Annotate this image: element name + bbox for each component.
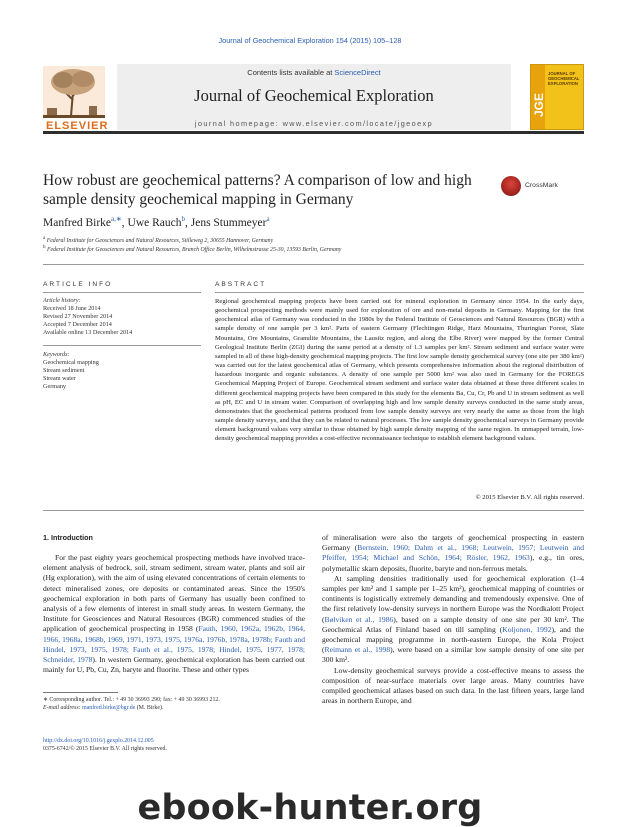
author-name[interactable]: Uwe Rauch <box>127 216 182 229</box>
author-sup[interactable]: a,∗ <box>111 215 122 223</box>
elsevier-tree-logo <box>43 66 105 118</box>
contents-prefix: Contents lists available at <box>247 68 335 77</box>
article-identifiers <box>43 737 167 753</box>
intro-right-column <box>322 533 584 706</box>
author-separator: , <box>184 216 191 229</box>
footnote-divider <box>43 692 118 693</box>
journal-cover-thumbnail <box>530 64 584 130</box>
article-title: How robust are geochemical patterns? A comparison of low and high sample density geochemical mapping in Germany <box>43 172 472 208</box>
intro-left-column <box>43 553 305 675</box>
reference-links[interactable]: Fauth, 1960, 1962a, 1962b, 1964, 1966, 1968a, 1968b, 1969, 1971, 1973, 1975, 1976a, 1976b, 1978a, 1978b; Fauth and Hindel, 1973, 1975, 1978; Fauth et al., 1975, 1978; Hindel, 1975, 1977, 1978; Schneider, 1978 <box>43 624 305 665</box>
copyright-line: © 2015 Elsevier B.V. All rights reserved. <box>475 494 584 501</box>
author-sup[interactable]: b <box>181 215 185 223</box>
affiliation-text: Federal Institute for Geosciences and Natural Resources, Stilleweg 2, 30655 Hannover, Germany <box>46 237 274 244</box>
issn-line: 0375-6742/© 2015 Elsevier B.V. All rights reserved. <box>43 746 167 752</box>
author-name[interactable]: Manfred Birke <box>43 216 112 229</box>
paragraph-text: of mineralisation were also the targets of geochemical prospecting in eastern Germany ( <box>322 533 584 553</box>
email-label: E-mail address: <box>43 705 83 711</box>
watermark: ebook-hunter.org <box>137 788 483 827</box>
doi-link[interactable]: http://dx.doi.org/10.1016/j.gexplo.2014.12.005 <box>43 738 154 744</box>
abstract-divider <box>43 510 584 511</box>
article-info-divider <box>43 345 201 346</box>
keywords <box>43 351 201 391</box>
affiliation-text: Federal Institute for Geosciences and Natural Resources, Branch Office Berlin, Wilhelmstrasse 25-30, 13593 Berlin, Germany <box>46 246 342 253</box>
contents-line <box>117 68 511 77</box>
intro-paragraph <box>322 666 584 707</box>
crossmark-icon <box>501 176 521 196</box>
abstract-heading: ABSTRACT <box>215 281 267 288</box>
keyword-item: Stream water <box>43 375 76 382</box>
paragraph-text: ), based on a sample density of one site per 30 km². The Geochemical Atlas of Finland based on till sampling ( <box>322 614 584 634</box>
keyword-item: Stream sediment <box>43 367 85 374</box>
sciencedirect-link[interactable]: ScienceDirect <box>334 68 381 77</box>
section-heading-introduction: 1. Introduction <box>43 533 93 542</box>
paragraph-text: ), and the geochemical mapping programme in north-eastern Europe, the Kola Project ( <box>322 624 585 655</box>
author-separator: , <box>121 216 128 229</box>
cover-title: JOURNAL OF GEOCHEMICAL EXPLORATION <box>548 71 580 86</box>
author-list <box>43 215 270 229</box>
journal-masthead <box>43 64 584 134</box>
crossmark-badge[interactable] <box>501 176 591 198</box>
history-label: Article history: <box>43 297 81 304</box>
journal-citation[interactable]: Journal of Geochemical Exploration 154 (2015) 105–128 <box>218 36 402 45</box>
keyword-item: Geochemical mapping <box>43 359 99 366</box>
email-link[interactable]: manfred.birke@bgr.de <box>82 705 136 711</box>
history-item: Received 18 June 2014 <box>43 305 101 312</box>
email-tail: (M. Birke). <box>135 705 164 711</box>
affiliation-sup: a <box>43 236 46 241</box>
author-sup[interactable]: a <box>266 215 270 223</box>
article-history <box>43 297 201 337</box>
paragraph-text: At sampling densities traditionally used for geochemical exploration (1–4 samples per km² and 1 sample per 1–25 km²), geochemical mapping of countries or continents is logistically extremely demanding and tremendously expensive. One of the first relatively low-density surveys in northern Europe was the Nordkalott Project ( <box>322 573 584 624</box>
journal-homepage[interactable]: journal homepage: www.elsevier.com/locate/jgeoexp <box>194 119 434 128</box>
elsevier-logo-text: ELSEVIER <box>46 120 109 132</box>
email-line <box>43 704 303 712</box>
keywords-label: Keywords: <box>43 351 70 358</box>
intro-paragraph <box>43 553 305 675</box>
corresponding-author-note <box>43 696 303 712</box>
abstract-text: Regional geochemical mapping projects have been carried out for mineral exploration in Germany since 1954. In the early days, geochemical prospecting methods were mainly used for exploration of ore and non-metal deposits in Germany. Mapping for the first geochemical atlas of Germany was conducted in the 1980s by the Federal Institute of Geosciences and Natural Resources (BGR) with a sample density of one sample per 3 km². Parts of eastern Germany (Flechtingen Ridge, Harz Mountains, Thuringian Forest, Slate Mountains, Ore Mountains, Granulite Mountains, the Lausitz region, and along the Elbe River) were mapped by the former Central Geological Institute Berlin (ZGI) during the same period at a density of 1.3 samples per km². Stream sediment and surface water were sampled in all of these high-density geochemical mapping projects. The first low sample density geochemical survey (one site per 380 km²) was carried out for the latest geochemical atlas of Germany, which presents comprehensive information about the regional distribution of hazardous inorganic and organic substances. A density of one sample per 5000 km² was also used in Germany for the FOREGS Geochemical Mapping Project of Europe. Geochemical stream sediment and surface water data obtained at these three different scales in different geochemical mapping projects have been compared in this study for the elements Ba, Cu, Cr, Pb and U in stream sediment as well as pH, EC and U in stream water. Comparison of overlapping high and low sample density surveys conducted in the same study areas, demonstrates that the geochemical patterns produced from low sample density surveys are very nearly the same as those from the high sample density surveys, and that they can be related to natural processes. The low sample density geochemical surveys in Germany provide element background values very similar to those obtained by high sample density mapping of the same region. In unmapped terrain, low-density geochemical mapping provides a cost-effective reconnaissance technique to establish element background values. <box>215 298 584 443</box>
cover-mark: JGE <box>532 92 546 117</box>
history-item: Revised 27 November 2014 <box>43 313 113 320</box>
paragraph-text: Low-density geochemical surveys provide a cost-effective means to assess the composition of near-surface materials over large areas. Many countries have compiled geochemical atlases based on such data. In the last fifteen years, large land areas in northern Europe, and <box>322 665 584 706</box>
paragraph-text: ). In western Germany, geochemical exploration has been carried out mainly for U, Pb, Cu, Zn, baryte and fluorite. These and other types <box>43 655 306 675</box>
corresponding-author-text: ∗ Corresponding author. Tel.: + 49 30 36993 290; fax: + 49 30 36993 212. <box>43 697 220 703</box>
crossmark-label: CrossMark <box>525 182 558 189</box>
paragraph-text: For the past eighty years geochemical prospecting methods have involved trace-element analysis of bedrock, soil, stream sediment, stream water, plants and soil air (Hg exploration), with the aim of using elevated concentrations of certain elements to detect mineralised zones, ore deposits or contaminated areas. Since the 1950's geochemical exploration in both parts of Germany has usually been confined to analysis of a few elements of interest in small study areas. In western Germany, the Institute for Geosciences and Natural Resources (BGR) commenced studies of the application of geochemical prospecting in 1958 ( <box>43 553 305 634</box>
reference-link[interactable]: Bølviken et al., 1986 <box>324 614 394 624</box>
history-item: Available online 13 December 2014 <box>43 329 133 336</box>
header-divider <box>43 264 584 265</box>
affiliation-a <box>43 236 273 244</box>
keyword-item: Germany <box>43 383 67 390</box>
paragraph-text: ), were based on a similar low sample density of one site per 300 km². <box>322 645 584 665</box>
intro-paragraph <box>322 533 584 574</box>
reference-link[interactable]: Reimann et al., 1998 <box>324 645 391 655</box>
contents-band <box>117 64 511 130</box>
reference-links[interactable]: Bernstein, 1960; Dahm et al., 1968; Leutwein, 1957; Leutwein and Pfeiffer, 1954; Michael and Schön, 1964; Rösler, 1962, 1963 <box>322 543 584 563</box>
history-item: Accepted 7 December 2014 <box>43 321 112 328</box>
intro-paragraph <box>322 574 584 666</box>
author-name[interactable]: Jens Stummeyer <box>190 216 267 229</box>
affiliation-b <box>43 245 341 253</box>
article-info-rule <box>43 292 201 293</box>
abstract-rule <box>215 292 584 293</box>
paragraph-text: ), e.g., tin ores, polymetallic skarn deposits, fluorite, baryte and non-ferrous metals. <box>322 553 584 573</box>
affiliation-sup: b <box>43 245 46 250</box>
journal-name: Journal of Geochemical Exploration <box>194 86 434 105</box>
reference-link[interactable]: Koljonen, 1992 <box>502 624 552 634</box>
article-info-heading: ARTICLE INFO <box>43 281 113 288</box>
